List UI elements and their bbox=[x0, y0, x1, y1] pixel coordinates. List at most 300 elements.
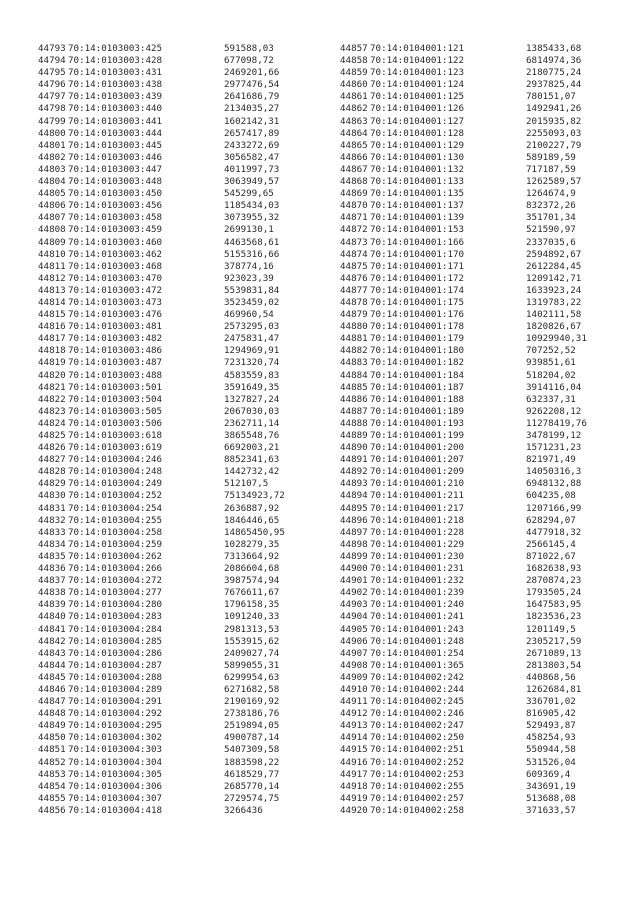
cadastral-number: 70:14:0103004:283 bbox=[68, 611, 163, 623]
cadastral-value: 1442732,42 bbox=[224, 466, 280, 478]
table-row bbox=[340, 321, 587, 333]
row-number: 44810 bbox=[38, 248, 66, 260]
cadastral-number: 70:14:0104001:200 bbox=[370, 442, 465, 454]
row-number: 44793 bbox=[38, 43, 66, 54]
row-number: 44822 bbox=[38, 393, 66, 405]
right-column bbox=[340, 43, 587, 817]
cadastral-value: 1492941,26 bbox=[526, 103, 582, 115]
cadastral-number: 70:14:0103004:302 bbox=[68, 732, 163, 744]
cadastral-number: 70:14:0103003:488 bbox=[68, 369, 163, 381]
cadastral-value: 1823536,23 bbox=[526, 611, 582, 623]
row-number: 44854 bbox=[38, 780, 66, 792]
table-row bbox=[340, 515, 587, 527]
cadastral-number: 70:14:0103004:259 bbox=[68, 538, 163, 550]
table-row bbox=[340, 636, 587, 648]
table-row bbox=[38, 67, 285, 79]
row-number: 44850 bbox=[38, 732, 66, 744]
table-row bbox=[38, 418, 285, 430]
row-number: 44919 bbox=[340, 792, 368, 804]
cadastral-number: 70:14:0104001:199 bbox=[370, 430, 465, 441]
table-row bbox=[38, 55, 285, 67]
cadastral-value: 3914116,04 bbox=[526, 381, 582, 393]
cadastral-value: 717187,59 bbox=[526, 163, 576, 175]
cadastral-number: 70:14:0104001:365 bbox=[370, 659, 465, 671]
cadastral-value: 3987574,94 bbox=[224, 575, 280, 587]
cadastral-number: 70:14:0104002:252 bbox=[370, 756, 465, 768]
cadastral-value: 1262589,57 bbox=[526, 176, 582, 188]
cadastral-value: 371633,57 bbox=[526, 804, 576, 816]
cadastral-number: 70:14:0104001:254 bbox=[370, 647, 465, 659]
cadastral-number: 70:14:0103003:428 bbox=[68, 55, 163, 67]
cadastral-number: 70:14:0103003:441 bbox=[68, 115, 163, 127]
row-number: 44902 bbox=[340, 587, 368, 599]
table-row bbox=[340, 490, 587, 502]
cadastral-number: 70:14:0104001:184 bbox=[370, 369, 465, 381]
cadastral-number: 70:14:0103004:258 bbox=[68, 526, 163, 538]
cadastral-value: 6948132,88 bbox=[526, 478, 582, 490]
cadastral-value: 2305217,59 bbox=[526, 635, 582, 647]
row-number: 44840 bbox=[38, 611, 66, 623]
table-row bbox=[38, 732, 285, 744]
cadastral-number: 70:14:0103004:284 bbox=[68, 623, 163, 635]
cadastral-value: 351701,34 bbox=[526, 212, 576, 224]
table-row bbox=[38, 624, 285, 636]
cadastral-number: 70:14:0103003:448 bbox=[68, 176, 163, 188]
table-row bbox=[38, 43, 285, 55]
cadastral-number: 70:14:0103004:262 bbox=[68, 550, 163, 562]
cadastral-number: 70:14:0103003:486 bbox=[68, 345, 163, 357]
cadastral-number: 70:14:0103004:292 bbox=[68, 708, 163, 720]
row-number: 44826 bbox=[38, 442, 66, 454]
cadastral-value: 2180775,24 bbox=[526, 67, 582, 79]
cadastral-number: 70:14:0103003:504 bbox=[68, 393, 163, 405]
row-number: 44869 bbox=[340, 188, 368, 200]
table-row bbox=[38, 140, 285, 152]
table-row bbox=[38, 103, 285, 115]
row-number: 44885 bbox=[340, 381, 368, 393]
cadastral-value: 343691,19 bbox=[526, 780, 576, 792]
cadastral-number: 70:14:0103003:458 bbox=[68, 212, 163, 224]
row-number: 44825 bbox=[38, 430, 66, 441]
cadastral-value: 14865450,95 bbox=[224, 526, 285, 538]
cadastral-value: 1647583,95 bbox=[526, 599, 582, 611]
cadastral-value: 1385433,68 bbox=[526, 43, 582, 54]
cadastral-number: 70:14:0103003:618 bbox=[68, 430, 163, 441]
cadastral-number: 70:14:0103004:255 bbox=[68, 514, 163, 526]
cadastral-number: 70:14:0104001:228 bbox=[370, 526, 465, 538]
table-row bbox=[340, 781, 587, 793]
cadastral-value: 1793505,24 bbox=[526, 587, 582, 599]
table-row bbox=[38, 503, 285, 515]
row-number: 44849 bbox=[38, 720, 66, 732]
cadastral-number: 70:14:0104001:139 bbox=[370, 212, 465, 224]
table-row bbox=[38, 200, 285, 212]
table-row bbox=[340, 648, 587, 660]
table-row bbox=[340, 382, 587, 394]
cadastral-number: 70:14:0103003:501 bbox=[68, 381, 163, 393]
cadastral-value: 2612284,45 bbox=[526, 260, 582, 272]
table-row bbox=[340, 466, 587, 478]
cadastral-value: 7676611,67 bbox=[224, 587, 280, 599]
cadastral-number: 70:14:0104002:246 bbox=[370, 708, 465, 720]
row-number: 44884 bbox=[340, 369, 368, 381]
row-number: 44881 bbox=[340, 333, 368, 345]
row-number: 44856 bbox=[38, 804, 66, 816]
cadastral-number: 70:14:0103004:304 bbox=[68, 756, 163, 768]
cadastral-value: 832372,26 bbox=[526, 200, 576, 212]
cadastral-value: 2469201,66 bbox=[224, 67, 280, 79]
table-row bbox=[38, 527, 285, 539]
table-row bbox=[340, 696, 587, 708]
table-row bbox=[38, 176, 285, 188]
cadastral-number: 70:14:0104001:178 bbox=[370, 321, 465, 333]
cadastral-number: 70:14:0103004:286 bbox=[68, 647, 163, 659]
row-number: 44898 bbox=[340, 538, 368, 550]
cadastral-number: 70:14:0104001:229 bbox=[370, 538, 465, 550]
row-number: 44817 bbox=[38, 333, 66, 345]
row-number: 44916 bbox=[340, 756, 368, 768]
table-row bbox=[340, 176, 587, 188]
cadastral-value: 2519894,05 bbox=[224, 720, 280, 732]
cadastral-number: 70:14:0104001:133 bbox=[370, 176, 465, 188]
table-row bbox=[340, 503, 587, 515]
table-row bbox=[38, 684, 285, 696]
table-row bbox=[38, 660, 285, 672]
cadastral-number: 70:14:0103003:470 bbox=[68, 272, 163, 284]
cadastral-number: 70:14:0104001:174 bbox=[370, 284, 465, 296]
row-number: 44887 bbox=[340, 405, 368, 417]
table-row bbox=[38, 757, 285, 769]
cadastral-value: 531526,04 bbox=[526, 756, 576, 768]
row-number: 44890 bbox=[340, 442, 368, 454]
table-row bbox=[38, 781, 285, 793]
table-row bbox=[340, 91, 587, 103]
table-row bbox=[340, 164, 587, 176]
row-number: 44858 bbox=[340, 55, 368, 67]
cadastral-number: 70:14:0103004:305 bbox=[68, 768, 163, 780]
table-row bbox=[340, 732, 587, 744]
row-number: 44827 bbox=[38, 454, 66, 466]
table-row bbox=[38, 79, 285, 91]
row-number: 44873 bbox=[340, 236, 368, 248]
table-row bbox=[38, 744, 285, 756]
cadastral-value: 2015935,82 bbox=[526, 115, 582, 127]
row-number: 44859 bbox=[340, 67, 368, 79]
table-row bbox=[38, 430, 285, 442]
table-row bbox=[340, 769, 587, 781]
row-number: 44824 bbox=[38, 417, 66, 429]
cadastral-number: 70:14:0103004:272 bbox=[68, 575, 163, 587]
cadastral-value: 6271682,58 bbox=[224, 683, 280, 695]
row-number: 44799 bbox=[38, 115, 66, 127]
row-number: 44860 bbox=[340, 79, 368, 91]
cadastral-number: 70:14:0104002:253 bbox=[370, 768, 465, 780]
table-row bbox=[38, 454, 285, 466]
table-row bbox=[38, 224, 285, 236]
cadastral-value: 2086604,68 bbox=[224, 563, 280, 575]
cadastral-value: 1602142,31 bbox=[224, 115, 280, 127]
cadastral-value: 378774,16 bbox=[224, 260, 274, 272]
cadastral-number: 70:14:0103003:505 bbox=[68, 405, 163, 417]
cadastral-number: 70:14:0103004:254 bbox=[68, 502, 163, 514]
cadastral-value: 512107,5 bbox=[224, 478, 269, 490]
cadastral-number: 70:14:0103004:280 bbox=[68, 599, 163, 611]
row-number: 44795 bbox=[38, 67, 66, 79]
cadastral-value: 2566145,4 bbox=[526, 538, 576, 550]
table-row bbox=[340, 297, 587, 309]
cadastral-value: 2977476,54 bbox=[224, 79, 280, 91]
table-row bbox=[38, 539, 285, 551]
table-row bbox=[38, 648, 285, 660]
row-number: 44845 bbox=[38, 671, 66, 683]
cadastral-number: 70:14:0104001:135 bbox=[370, 188, 465, 200]
table-row bbox=[340, 660, 587, 672]
cadastral-number: 70:14:0104001:180 bbox=[370, 345, 465, 357]
cadastral-value: 3478199,12 bbox=[526, 430, 582, 441]
cadastral-number: 70:14:0104001:126 bbox=[370, 103, 465, 115]
cadastral-value: 3073955,32 bbox=[224, 212, 280, 224]
row-number: 44889 bbox=[340, 430, 368, 441]
table-row bbox=[38, 370, 285, 382]
row-number: 44834 bbox=[38, 538, 66, 550]
table-row bbox=[340, 527, 587, 539]
table-row bbox=[340, 370, 587, 382]
row-number: 44857 bbox=[340, 43, 368, 54]
cadastral-number: 70:14:0103003:431 bbox=[68, 67, 163, 79]
cadastral-number: 70:14:0104001:125 bbox=[370, 91, 465, 103]
table-row bbox=[38, 249, 285, 261]
cadastral-value: 2813803,54 bbox=[526, 659, 582, 671]
row-number: 44832 bbox=[38, 514, 66, 526]
cadastral-value: 3523459,02 bbox=[224, 296, 280, 308]
row-number: 44891 bbox=[340, 454, 368, 466]
table-row bbox=[38, 575, 285, 587]
row-number: 44846 bbox=[38, 683, 66, 695]
table-row bbox=[38, 333, 285, 345]
row-number: 44913 bbox=[340, 720, 368, 732]
table-row bbox=[340, 805, 587, 817]
cadastral-number: 70:14:0103004:303 bbox=[68, 744, 163, 756]
table-row bbox=[340, 224, 587, 236]
row-number: 44838 bbox=[38, 587, 66, 599]
row-number: 44811 bbox=[38, 260, 66, 272]
row-number: 44909 bbox=[340, 671, 368, 683]
cadastral-value: 1553915,62 bbox=[224, 635, 280, 647]
cadastral-number: 70:14:0103003:476 bbox=[68, 309, 163, 321]
table-row bbox=[38, 309, 285, 321]
cadastral-number: 70:14:0104001:189 bbox=[370, 405, 465, 417]
cadastral-value: 5539831,84 bbox=[224, 284, 280, 296]
cadastral-value: 440868,56 bbox=[526, 671, 576, 683]
cadastral-number: 70:14:0104002:245 bbox=[370, 696, 465, 708]
row-number: 44914 bbox=[340, 732, 368, 744]
cadastral-value: 6299954,63 bbox=[224, 671, 280, 683]
table-row bbox=[340, 454, 587, 466]
table-row bbox=[340, 79, 587, 91]
cadastral-number: 70:14:0103003:440 bbox=[68, 103, 163, 115]
cadastral-number: 70:14:0103003:468 bbox=[68, 260, 163, 272]
row-number: 44820 bbox=[38, 369, 66, 381]
cadastral-value: 3591649,35 bbox=[224, 381, 280, 393]
table-row bbox=[340, 672, 587, 684]
table-row bbox=[38, 345, 285, 357]
row-number: 44821 bbox=[38, 381, 66, 393]
table-row bbox=[38, 636, 285, 648]
cadastral-value: 2699130,1 bbox=[224, 224, 274, 236]
row-number: 44844 bbox=[38, 659, 66, 671]
row-number: 44794 bbox=[38, 55, 66, 67]
cadastral-value: 3266436 bbox=[224, 804, 263, 816]
table-row bbox=[38, 406, 285, 418]
cadastral-number: 70:14:0104002:251 bbox=[370, 744, 465, 756]
cadastral-number: 70:14:0104001:211 bbox=[370, 490, 465, 502]
row-number: 44896 bbox=[340, 514, 368, 526]
cadastral-number: 70:14:0104001:209 bbox=[370, 466, 465, 478]
table-row bbox=[38, 237, 285, 249]
row-number: 44798 bbox=[38, 103, 66, 115]
cadastral-number: 70:14:0103003:447 bbox=[68, 163, 163, 175]
cadastral-number: 70:14:0104001:207 bbox=[370, 454, 465, 466]
row-number: 44836 bbox=[38, 563, 66, 575]
row-number: 44800 bbox=[38, 127, 66, 139]
cadastral-value: 545299,65 bbox=[224, 188, 274, 200]
cadastral-value: 9262208,12 bbox=[526, 405, 582, 417]
cadastral-number: 70:14:0104001:231 bbox=[370, 563, 465, 575]
cadastral-value: 2337035,6 bbox=[526, 236, 576, 248]
cadastral-number: 70:14:0103004:291 bbox=[68, 696, 163, 708]
cadastral-number: 70:14:0103003:456 bbox=[68, 200, 163, 212]
cadastral-value: 336701,02 bbox=[526, 696, 576, 708]
cadastral-number: 70:14:0103003:472 bbox=[68, 284, 163, 296]
cadastral-value: 2685770,14 bbox=[224, 780, 280, 792]
row-number: 44802 bbox=[38, 151, 66, 163]
cadastral-value: 3056582,47 bbox=[224, 151, 280, 163]
row-number: 44892 bbox=[340, 466, 368, 478]
cadastral-number: 70:14:0104001:210 bbox=[370, 478, 465, 490]
cadastral-value: 1264674,9 bbox=[526, 188, 576, 200]
cadastral-number: 70:14:0104001:172 bbox=[370, 272, 465, 284]
cadastral-number: 70:14:0103004:287 bbox=[68, 659, 163, 671]
row-number: 44813 bbox=[38, 284, 66, 296]
cadastral-value: 4900787,14 bbox=[224, 732, 280, 744]
cadastral-number: 70:14:0104001:240 bbox=[370, 599, 465, 611]
row-number: 44903 bbox=[340, 599, 368, 611]
row-number: 44886 bbox=[340, 393, 368, 405]
cadastral-value: 14050316,3 bbox=[526, 466, 582, 478]
cadastral-value: 2729574,75 bbox=[224, 792, 280, 804]
row-number: 44897 bbox=[340, 526, 368, 538]
table-row bbox=[38, 672, 285, 684]
cadastral-number: 70:14:0104001:176 bbox=[370, 309, 465, 321]
cadastral-value: 816905,42 bbox=[526, 708, 576, 720]
cadastral-value: 707252,52 bbox=[526, 345, 576, 357]
cadastral-value: 1682638,93 bbox=[526, 563, 582, 575]
table-row bbox=[340, 200, 587, 212]
cadastral-number: 70:14:0104001:166 bbox=[370, 236, 465, 248]
row-number: 44830 bbox=[38, 490, 66, 502]
row-number: 44915 bbox=[340, 744, 368, 756]
table-row bbox=[340, 708, 587, 720]
table-row bbox=[38, 696, 285, 708]
row-number: 44908 bbox=[340, 659, 368, 671]
table-row bbox=[38, 273, 285, 285]
table-row bbox=[38, 587, 285, 599]
row-number: 44837 bbox=[38, 575, 66, 587]
row-number: 44907 bbox=[340, 647, 368, 659]
cadastral-number: 70:14:0103003:482 bbox=[68, 333, 163, 345]
cadastral-value: 1883598,22 bbox=[224, 756, 280, 768]
table-row bbox=[38, 490, 285, 502]
cadastral-value: 513688,08 bbox=[526, 792, 576, 804]
cadastral-number: 70:14:0103004:418 bbox=[68, 804, 163, 816]
cadastral-value: 1820826,67 bbox=[526, 321, 582, 333]
row-number: 44866 bbox=[340, 151, 368, 163]
row-number: 44805 bbox=[38, 188, 66, 200]
cadastral-number: 70:14:0104001:230 bbox=[370, 550, 465, 562]
table-row bbox=[340, 757, 587, 769]
cadastral-value: 11278419,76 bbox=[526, 417, 587, 429]
table-row bbox=[340, 587, 587, 599]
table-row bbox=[340, 285, 587, 297]
cadastral-number: 70:14:0103003:444 bbox=[68, 127, 163, 139]
cadastral-value: 6692003,21 bbox=[224, 442, 280, 454]
table-row bbox=[38, 563, 285, 575]
cadastral-number: 70:14:0103004:306 bbox=[68, 780, 163, 792]
row-number: 44829 bbox=[38, 478, 66, 490]
cadastral-value: 2594892,67 bbox=[526, 248, 582, 260]
table-row bbox=[38, 164, 285, 176]
cadastral-value: 1207166,99 bbox=[526, 502, 582, 514]
cadastral-value: 1091240,33 bbox=[224, 611, 280, 623]
table-row bbox=[38, 793, 285, 805]
cadastral-value: 1185434,03 bbox=[224, 200, 280, 212]
cadastral-number: 70:14:0103003:439 bbox=[68, 91, 163, 103]
table-row bbox=[38, 297, 285, 309]
row-number: 44911 bbox=[340, 696, 368, 708]
cadastral-number: 70:14:0103004:266 bbox=[68, 563, 163, 575]
cadastral-number: 70:14:0104001:129 bbox=[370, 139, 465, 151]
table-row bbox=[38, 769, 285, 781]
cadastral-number: 70:14:0104001:182 bbox=[370, 357, 465, 369]
row-number: 44899 bbox=[340, 550, 368, 562]
cadastral-number: 70:14:0104001:171 bbox=[370, 260, 465, 272]
row-number: 44894 bbox=[340, 490, 368, 502]
table-row bbox=[340, 394, 587, 406]
table-row bbox=[340, 442, 587, 454]
cadastral-value: 1571231,23 bbox=[526, 442, 582, 454]
table-row bbox=[340, 611, 587, 623]
table-row bbox=[340, 43, 587, 55]
row-number: 44842 bbox=[38, 635, 66, 647]
cadastral-value: 2433272,69 bbox=[224, 139, 280, 151]
cadastral-value: 518204,02 bbox=[526, 369, 576, 381]
table-row bbox=[38, 708, 285, 720]
row-number: 44893 bbox=[340, 478, 368, 490]
table-row bbox=[38, 321, 285, 333]
row-number: 44804 bbox=[38, 176, 66, 188]
table-row bbox=[340, 418, 587, 430]
cadastral-number: 70:14:0104002:250 bbox=[370, 732, 465, 744]
table-row bbox=[340, 152, 587, 164]
row-number: 44864 bbox=[340, 127, 368, 139]
cadastral-number: 70:14:0103003:473 bbox=[68, 296, 163, 308]
table-row bbox=[340, 793, 587, 805]
row-number: 44868 bbox=[340, 176, 368, 188]
row-number: 44879 bbox=[340, 309, 368, 321]
table-row bbox=[340, 478, 587, 490]
cadastral-value: 677098,72 bbox=[224, 55, 274, 67]
cadastral-number: 70:14:0103003:438 bbox=[68, 79, 163, 91]
